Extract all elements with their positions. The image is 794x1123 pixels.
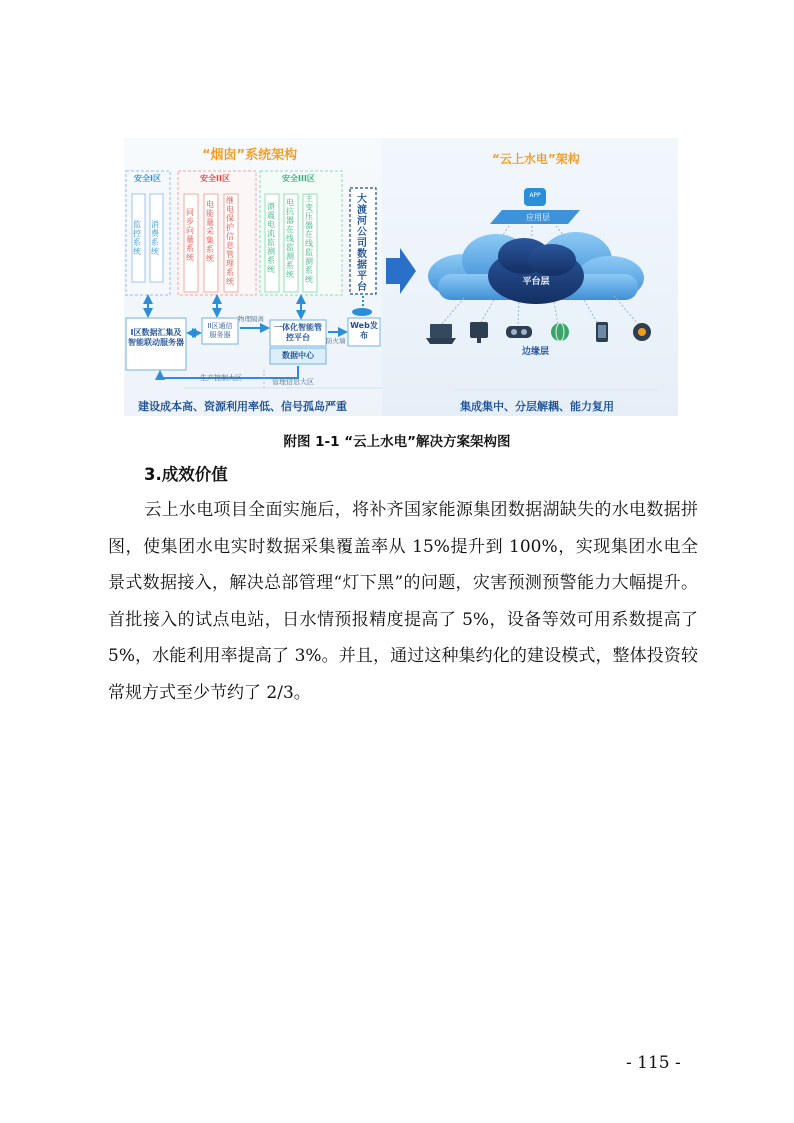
connector bbox=[584, 300, 598, 324]
platform-layer-label: 平台层 bbox=[522, 277, 550, 287]
zone1-system-label: 消费系统 bbox=[151, 220, 159, 256]
section-heading: 3.成效价值 bbox=[144, 465, 228, 484]
connector bbox=[518, 302, 519, 324]
zone1-hub-label: I区数据汇集及智能联动服务器 bbox=[128, 328, 184, 347]
zone3-system-label: 主变压器在线监测系统 bbox=[305, 194, 313, 284]
laptop-icon bbox=[426, 324, 456, 344]
chimney-title: “烟囱”系统架构 bbox=[202, 148, 298, 163]
zone1-system-label: 监控系统 bbox=[133, 220, 141, 256]
zone3-system-label: 溃震电流监测系统 bbox=[267, 202, 275, 274]
app-label: APP bbox=[529, 192, 541, 199]
cloud-title: “云上水电”架构 bbox=[492, 152, 580, 166]
gear-icon bbox=[633, 323, 651, 341]
web-label: Web发布 bbox=[350, 321, 378, 340]
zone2-server-label: II区通信服务器 bbox=[207, 322, 233, 339]
transition-arrow bbox=[386, 248, 416, 294]
dadu-platform-label: 大渡河公司数据平台 bbox=[357, 194, 367, 293]
edge-layer-label: 边缘层 bbox=[522, 347, 550, 357]
zone3-label: 安全III区 bbox=[282, 174, 315, 183]
data-center-label: 数据中心 bbox=[282, 351, 314, 360]
zone3-system-label: 电抗器在线监测系统 bbox=[286, 198, 294, 279]
left-footer: 建设成本高、资源利用率低、信号孤岛严重 bbox=[138, 400, 347, 413]
vr-headset-icon bbox=[506, 326, 532, 338]
connector bbox=[554, 302, 558, 324]
right-footer: 集成集中、分层解耦、能力复用 bbox=[460, 400, 614, 413]
zone1-label: 安全I区 bbox=[134, 174, 161, 183]
connector bbox=[442, 298, 464, 324]
connector bbox=[614, 296, 638, 324]
figure-caption: 附图 1-1 “云上水电”解决方案架构图 bbox=[283, 434, 511, 450]
zone2-system-label: 继电保护信息管理系统 bbox=[226, 196, 234, 286]
integrated-platform-label: 一体化智能管控平台 bbox=[274, 323, 322, 342]
management-zone-label: 管理信息大区 bbox=[272, 378, 314, 386]
globe-icon bbox=[551, 323, 569, 341]
connector bbox=[480, 300, 494, 324]
phone-icon bbox=[596, 322, 608, 342]
architecture-figure bbox=[124, 138, 678, 416]
monitor-icon bbox=[470, 322, 488, 343]
firewall-cloud-icon bbox=[352, 308, 372, 316]
zone2-system-label: 同步向量系统 bbox=[186, 208, 194, 262]
firewall-label: 防火墙 bbox=[326, 337, 346, 345]
page-number: - 115 - bbox=[626, 1053, 681, 1073]
isolation-label: 物理隔离 bbox=[238, 315, 264, 323]
zone2-label: 安全II区 bbox=[200, 174, 230, 183]
paragraph-text: 云上水电项目全面实施后，将补齐国家能源集团数据湖缺失的水电数据拼图，使集团水电实时数据采集覆盖率从 15%提升到 100%，实现集团水电全景式数据接入，解决总部管理“灯下黑”的问题，灾害预测预警能力大幅提升。首批接入的试点电站，日水情预报精度提高了 5%，设备等效可用系数提高了 5%，水能利用率提高了 3%。并且，通过这种集约化的建设模式，整体投资较常规方式至少节约了 2/3。 bbox=[108, 500, 698, 703]
application-layer-label: 应用层 bbox=[526, 213, 550, 222]
zone2-system-label: 电能量采集系统 bbox=[206, 200, 214, 263]
cloud-cluster bbox=[428, 232, 644, 304]
production-zone-label: 生产控制大区 bbox=[200, 374, 242, 382]
body-paragraph bbox=[108, 492, 698, 711]
